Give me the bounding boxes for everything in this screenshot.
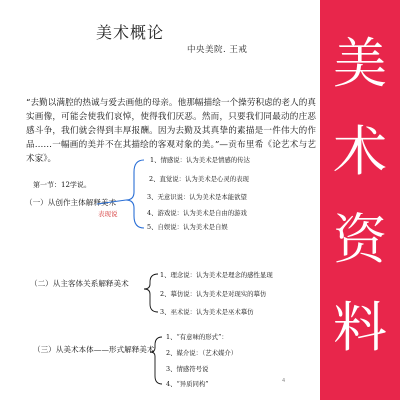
group-heading-3: （三）从美术本体——形式解释美术 — [33, 345, 155, 354]
brace-group-2 — [144, 274, 158, 312]
group3-item-2: 2、媒介说：（艺术媒介） — [166, 349, 238, 357]
banner-char-1: 美 — [333, 32, 387, 95]
group1-item-3: 3、无意识说：认为美术是本能欲望 — [147, 193, 247, 201]
group-heading-2: （二）从主客体关系解释美术 — [30, 279, 129, 288]
expression-theory-label: 表现说 — [98, 210, 118, 218]
page-number: 4 — [282, 378, 286, 384]
group2-item-1: 1、理念说：认为美术是理念的感性显现 — [160, 271, 273, 279]
title-banner — [320, 0, 400, 400]
group2-item-2: 2、摹仿说：认为美术是对现实的摹仿 — [160, 290, 267, 298]
group3-item-1: 1、“有意味的形式”： — [166, 333, 228, 341]
brace-group-3 — [150, 337, 162, 384]
brace-group-1-tail — [97, 200, 126, 204]
brace-group-1 — [126, 160, 144, 228]
quote-paragraph: “去勤以满腔的热诚与爱去画他的母亲。他那幅描绘一个操劳积虑的老人的真实画像，可能会使我们哀悼，使得我们厌恶。然而，只要我们同最动的庄恶感斗争，我们就会得到丰厚报酬。因为去勤及其真挚的素描是一件伟大的作品……一幅画的美并不在其描绘的客观对象的美。”—贡布里希《论艺术与艺术家》。 — [26, 98, 316, 164]
section-heading: 第一节：12学说。 — [33, 181, 91, 189]
group2-item-3: 3、巫术说：认为美术是巫术摹仿 — [160, 308, 254, 316]
document-title: 美术概论 — [96, 23, 165, 42]
group1-item-4: 4、游戏说：认为美术是自由的游戏 — [147, 209, 247, 217]
group3-item-3: 3、情感符号说 — [166, 365, 209, 373]
group1-item-2: 2、直觉说：认为美术是心灵的表现 — [149, 175, 249, 183]
banner-char-2: 术 — [333, 120, 387, 183]
group1-item-5: 5、自娱说：认为美术是自娱 — [147, 223, 228, 231]
group-heading-1: （一）从创作主体解释美术 — [25, 198, 117, 207]
group1-item-1: 1、情感说：认为美术是情感的传达 — [150, 156, 250, 164]
banner-char-3: 资 — [333, 208, 387, 271]
group3-item-4: 4、“异质同构” — [166, 380, 209, 388]
banner-char-4: 料 — [333, 296, 387, 359]
document-author: 中央美院. 王戒 — [187, 45, 248, 55]
